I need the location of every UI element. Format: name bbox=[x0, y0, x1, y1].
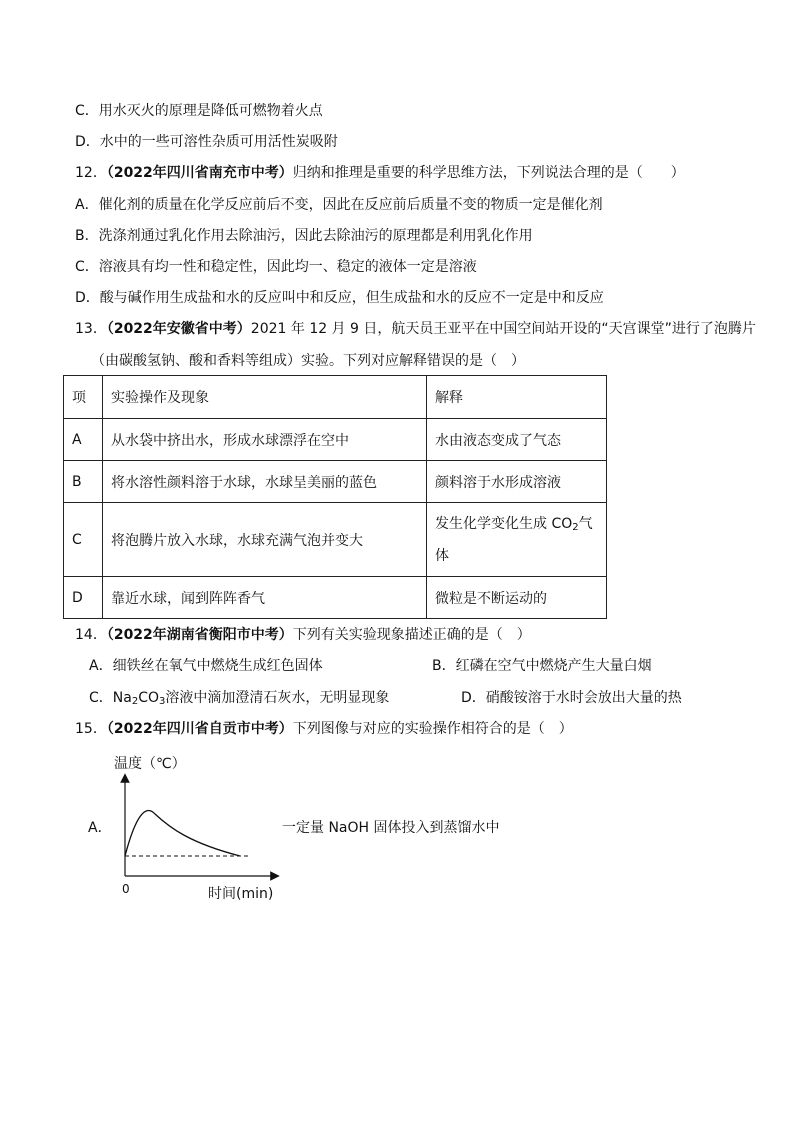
q14-option-c-prefix: C．Na bbox=[89, 690, 132, 706]
q13-stem-text: 2021 年 12 月 9 日，航天员王亚平在中国空间站开设的“天宫课堂”进行了泡腾片 bbox=[250, 321, 756, 337]
table-header-row bbox=[64, 376, 607, 419]
table-header-operation: 实验操作及现象 bbox=[103, 376, 427, 419]
table-row bbox=[64, 461, 607, 503]
q14-stem-text: 下列有关实验现象描述正确的是（ ） bbox=[292, 627, 531, 643]
q13-table bbox=[63, 375, 607, 619]
row-operation: 靠近水球，闻到阵阵香气 bbox=[103, 577, 427, 619]
q15-option-a-label: A． bbox=[88, 820, 112, 836]
x-axis-label: 时间(min) bbox=[208, 886, 274, 902]
q12-option-a: A．催化剂的质量在化学反应前后不变，因此在反应前后质量不变的物质一定是催化剂 bbox=[75, 197, 603, 213]
row-explanation: 微粒是不断运动的 bbox=[427, 577, 607, 619]
q15-option-a-text: 一定量 NaOH 固体投入到蒸馏水中 bbox=[282, 820, 500, 836]
table-row bbox=[64, 419, 607, 461]
row-label: C bbox=[64, 503, 103, 577]
row-operation: 将水溶性颜料溶于水球，水球呈美丽的蓝色 bbox=[103, 461, 427, 503]
row-label: A bbox=[64, 419, 103, 461]
table-header-explanation: 解释 bbox=[427, 376, 607, 419]
q12-option-d: D．酸与碱作用生成盐和水的反应叫中和反应，但生成盐和水的反应不一定是中和反应 bbox=[75, 290, 604, 306]
q14-option-a: A．细铁丝在氧气中燃烧生成红色固体 bbox=[89, 658, 323, 674]
q14-option-c-co: CO bbox=[138, 690, 159, 706]
row-explanation: 颜料溶于水形成溶液 bbox=[427, 461, 607, 503]
q14-subscript-3: 3 bbox=[159, 696, 166, 707]
q14-option-d: D．硝酸铵溶于水时会放出大量的热 bbox=[461, 690, 682, 706]
explanation-text-end: 气 bbox=[578, 515, 593, 532]
row-label: B bbox=[64, 461, 103, 503]
co2-subscript: 2 bbox=[572, 521, 579, 533]
q14-stem bbox=[75, 625, 531, 645]
q12-stem bbox=[75, 163, 685, 183]
q12-option-c: C．溶液具有均一性和稳定性，因此均一、稳定的液体一定是溶液 bbox=[75, 259, 477, 275]
q14-option-c-text: 溶液中滴加澄清石灰水，无明显现象 bbox=[165, 690, 390, 706]
q12-number: 12． bbox=[75, 165, 107, 181]
q11-option-d: D．水中的一些可溶性杂质可用活性炭吸附 bbox=[75, 134, 338, 150]
table-row bbox=[64, 503, 607, 577]
q13-stem bbox=[75, 319, 756, 339]
row-label: D bbox=[64, 577, 103, 619]
q14-option-b: B．红磷在空气中燃烧产生大量白烟 bbox=[432, 658, 652, 674]
q12-stem-text: 归纳和推理是重要的科学思维方法，下列说法合理的是（ ） bbox=[292, 165, 685, 181]
q13-source: （2022年安徽省中考） bbox=[106, 321, 251, 337]
q14-option-c bbox=[89, 688, 389, 708]
q14-number: 14． bbox=[75, 627, 107, 643]
q15-stem-text: 下列图像与对应的实验操作相符合的是（ ） bbox=[292, 721, 573, 737]
table-row bbox=[64, 577, 607, 619]
q15-number: 15． bbox=[75, 721, 107, 737]
q12-option-b: B．洗涤剂通过乳化作用去除油污，因此去除油污的原理都是利用乳化作用 bbox=[75, 228, 533, 244]
q15-graph-a bbox=[100, 748, 300, 908]
origin-label: 0 bbox=[122, 882, 130, 896]
row-operation: 从水袋中挤出水，形成水球漂浮在空中 bbox=[103, 419, 427, 461]
q15-stem bbox=[75, 719, 573, 739]
q12-source: （2022年四川省南充市中考） bbox=[106, 165, 293, 181]
q15-source: （2022年四川省自贡市中考） bbox=[106, 721, 293, 737]
explanation-text: 发生化学变化生成 CO bbox=[435, 515, 573, 532]
q11-option-c: C．用水灭火的原理是降低可燃物着火点 bbox=[75, 103, 323, 119]
q13-number: 13． bbox=[75, 321, 107, 337]
row-operation: 将泡腾片放入水球，水球充满气泡并变大 bbox=[103, 503, 427, 577]
q14-subscript-2: 2 bbox=[131, 696, 139, 707]
q13-stem-line2: （由碳酸氢钠、酸和香料等组成）实验。下列对应解释错误的是（ ） bbox=[91, 353, 525, 369]
explanation-text-line2: 体 bbox=[435, 547, 449, 564]
y-axis-label: 温度（℃） bbox=[114, 756, 186, 772]
row-explanation: 水由液态变成了气态 bbox=[427, 419, 607, 461]
temperature-curve bbox=[125, 810, 240, 856]
table-header-item: 项 bbox=[64, 376, 103, 419]
row-explanation bbox=[427, 503, 607, 577]
q14-source: （2022年湖南省衡阳市中考） bbox=[106, 627, 293, 643]
